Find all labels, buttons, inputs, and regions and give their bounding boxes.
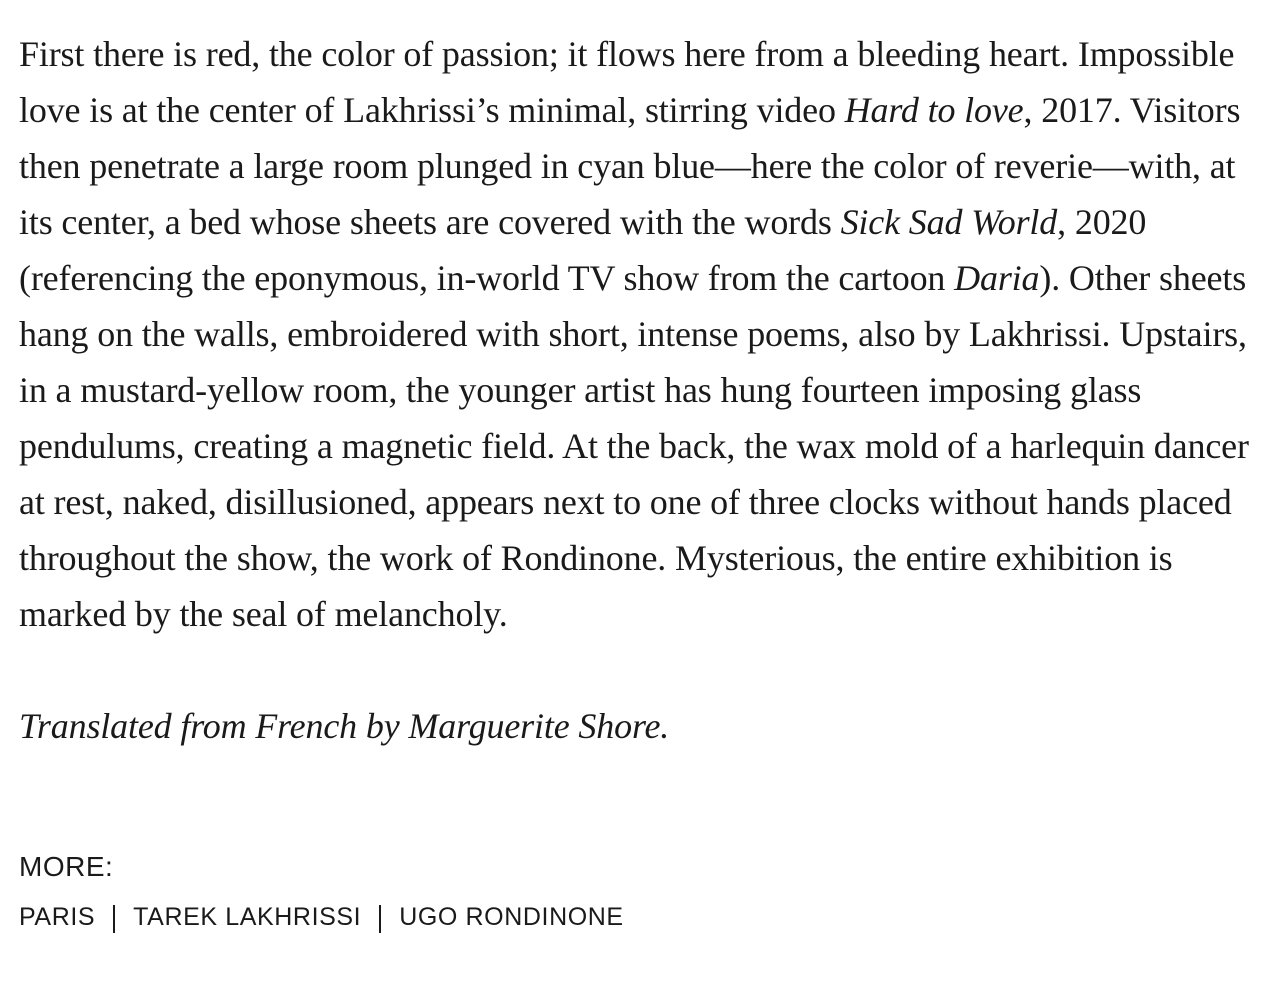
- more-tags-section: [19, 850, 624, 932]
- tag-separator: [379, 905, 381, 933]
- paragraph-text: ). Other sheets hang on the walls, embroidered with short, intense poems, also by Lakhrissi. Upstairs, in a mustard-yellow room, the younger artist has hung fourteen imposing glass pendulums, creating a magnetic field. At the back, the wax mold of a harlequin dancer at rest, naked, disillusioned, appears next to one of three clocks without hands placed throughout the show, the work of Rondinone. Mysterious, the entire exhibition is marked by the seal of melancholy.: [19, 258, 1249, 634]
- translation-credit-text: Translated from French by Marguerite Shore.: [19, 706, 670, 746]
- tag-link-tarek-lakhrissi[interactable]: TAREK LAKHRISSI: [133, 903, 362, 931]
- artwork-title-hard-to-love: Hard to love: [844, 90, 1024, 130]
- tag-list: [19, 902, 624, 932]
- tag-link-paris[interactable]: PARIS: [19, 903, 96, 931]
- article-paragraph: [19, 26, 1251, 642]
- cartoon-title-daria: Daria: [954, 258, 1040, 298]
- more-label: MORE:: [19, 851, 114, 882]
- article-body: [19, 26, 1251, 754]
- translation-credit: [19, 698, 1251, 754]
- paragraph-text: First there is red, the color of passion; it flows here from a bleeding heart. Impossible love is at the center of Lakhrissi’s minimal, stirring video: [19, 34, 1235, 130]
- paragraph-text: , 2017. Visitors then penetrate a large room plunged in cyan blue—here the color of reverie—with, at its center, a bed whose sheets are covered with the words: [19, 90, 1241, 242]
- tag-link-ugo-rondinone[interactable]: UGO RONDINONE: [399, 903, 624, 931]
- paragraph-text: , 2020 (referencing the eponymous, in-world TV show from the cartoon: [19, 202, 1147, 298]
- artwork-title-sick-sad-world: Sick Sad World: [840, 202, 1058, 242]
- tag-separator: [113, 905, 115, 933]
